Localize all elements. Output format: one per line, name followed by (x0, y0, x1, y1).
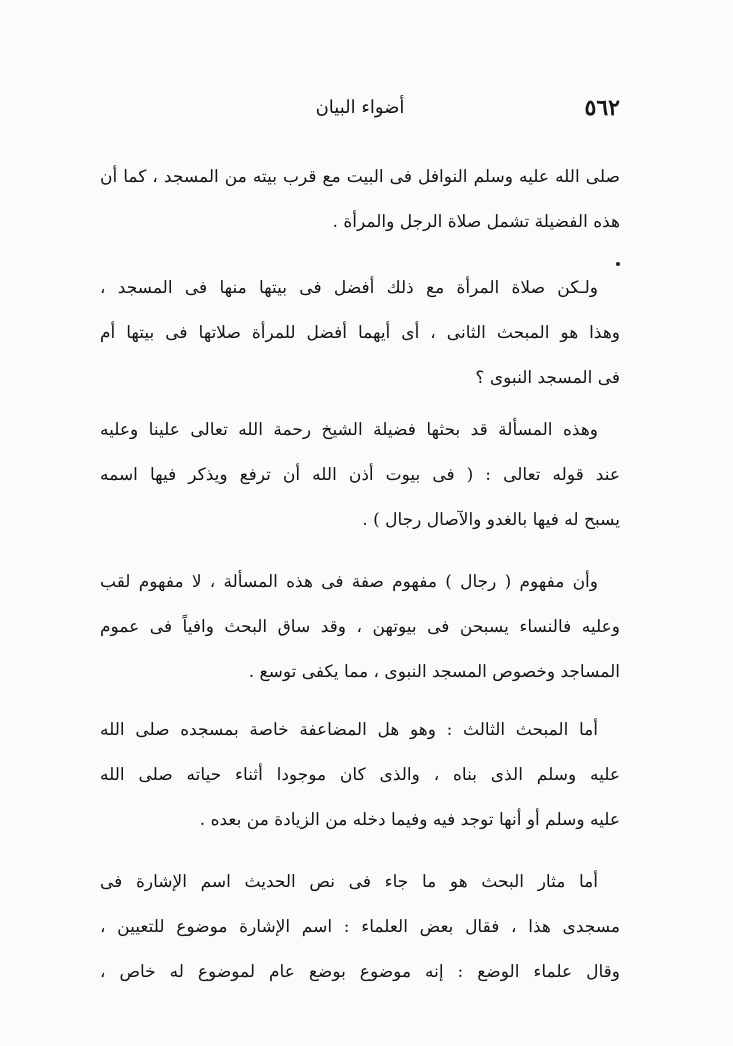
paragraph-3 (100, 408, 620, 543)
text-line: عليه وسلم الذى بناه ، والذى كان موجودا أثناء حياته صلى الله (100, 765, 620, 785)
text-line: ولـكن صلاة المرأة مع ذلك أفضل فى بيتها منها فى المسجد ، (100, 278, 598, 298)
text-line: أما المبحث الثالث : وهو هل المضاعفة خاصة بمسجده صلى الله (100, 720, 598, 740)
text-line: مسجدى هذا ، فقال بعض العلماء : اسم الإشارة موضوع للتعيين ، (100, 917, 620, 937)
text-line: أما مثار البحث هو ما جاء فى نص الحديث اسم الإشارة فى (100, 872, 598, 892)
text-line: عليه وسلم أو أنها توجد فيه وفيما دخله من الزيادة من بعده . (199, 810, 620, 830)
paragraph-2 (100, 266, 620, 401)
text-line: وعليه فالنساء يسبحن فى بيوتهن ، وقد ساق البحث وافياً فى عموم (100, 617, 620, 637)
running-title: أضواء البيان (315, 97, 405, 118)
text-line: وقال علماء الوضع : إنه موضوع بوضع عام لموضوع له خاص ، (100, 962, 620, 982)
text-line: وهذا هو المبحث الثانى ، أى أيهما أفضل للمرأة صلاتها فى بيتها أم (100, 323, 620, 343)
text-line: هذه الفضيلة تشمل صلاة الرجل والمرأة . (332, 212, 620, 232)
paragraph-4 (100, 560, 620, 695)
text-line: عند قوله تعالى : ( فى بيوت أذن الله أن ترفع ويذكر فيها اسمه (100, 465, 620, 485)
text-line: فى المسجد النبوى ؟ (475, 368, 620, 388)
page-number: ٥٦٢ (584, 95, 620, 121)
text-line: وأن مفهوم ( رجال ) مفهوم صفة فى هذه المسألة ، لا مفهوم لقب (100, 572, 598, 592)
paragraph-5 (100, 708, 620, 843)
page-header (100, 88, 620, 128)
paragraph-1 (100, 155, 620, 245)
text-line: يسبح له فيها بالغدو والآصال رجال ) . (362, 510, 620, 530)
text-line: المساجد وخصوص المسجد النبوى ، مما يكفى توسع . (248, 662, 620, 682)
text-line: صلى الله عليه وسلم النوافل فى البيت مع قرب بيته من المسجد ، كما أن (100, 167, 620, 187)
text-line: وهذه المسألة قد بحثها فضيلة الشيخ رحمة الله تعالى علينا وعليه (100, 420, 598, 440)
paragraph-6 (100, 860, 620, 995)
